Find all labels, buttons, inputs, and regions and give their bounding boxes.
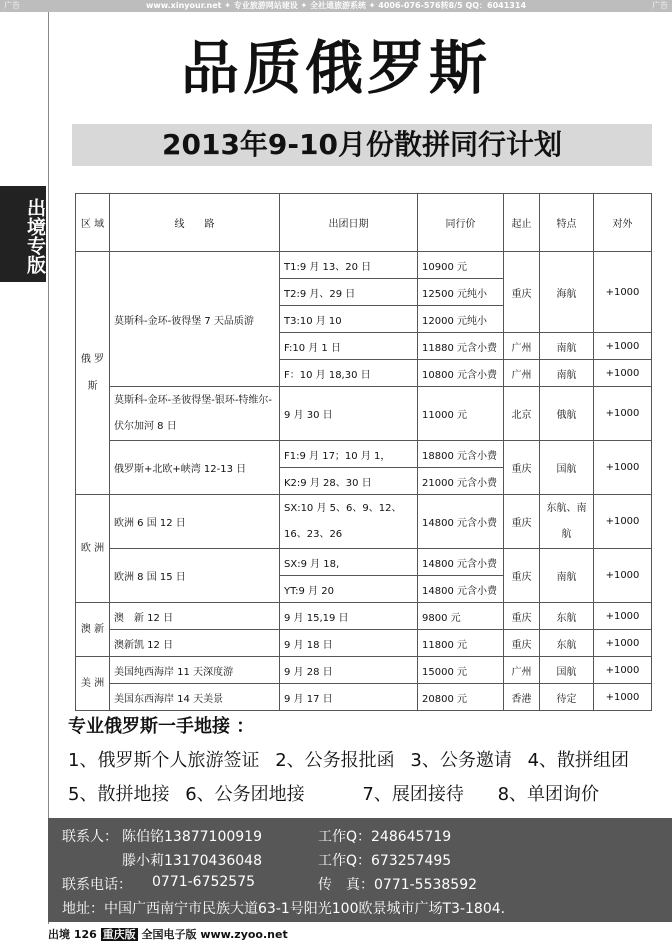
- price-cell: 12000 元纯小: [418, 306, 504, 333]
- region-cell: 美 洲: [76, 657, 110, 711]
- contact-box: [48, 818, 672, 922]
- external-price-cell: +1000: [594, 495, 652, 549]
- price-cell: 9800 元: [418, 603, 504, 630]
- price-cell: 18800 元含小费: [418, 441, 504, 468]
- region-cell: 澳 新: [76, 603, 110, 657]
- phone-number: 0771-6752575: [152, 874, 256, 890]
- feature-cell: 东航: [540, 630, 594, 657]
- table-row: [76, 252, 652, 279]
- route-cell: 莫斯科-金环-彼得堡 7 天品质游: [110, 252, 280, 387]
- service-item: 3、公务邀请: [410, 750, 512, 771]
- ad-label-left: 广告: [4, 1, 20, 10]
- price-cell: 14800 元含小费: [418, 549, 504, 576]
- service-item: 4、散拼组团: [527, 750, 630, 771]
- table-row: [76, 603, 652, 630]
- price-cell: 11800 元: [418, 630, 504, 657]
- price-cell: 20800 元: [418, 684, 504, 711]
- origin-cell: 重庆: [504, 549, 540, 603]
- service-item: 5、散拼地接: [68, 784, 170, 805]
- contact-person-2: 滕小莉13170436048: [122, 853, 262, 869]
- page-title: 品质俄罗斯: [180, 34, 491, 102]
- origin-cell: 重庆: [504, 441, 540, 495]
- tour-plan-table: [75, 193, 652, 711]
- feature-cell: 东航: [540, 603, 594, 630]
- feature-cell: 南航: [540, 333, 594, 360]
- external-price-cell: +1000: [594, 441, 652, 495]
- table-row: [76, 549, 652, 576]
- feature-cell: 东航、南航: [540, 495, 594, 549]
- header-external: 对外: [594, 194, 652, 252]
- external-price-cell: +1000: [594, 603, 652, 630]
- table-row: [76, 387, 652, 441]
- page-footer: [48, 926, 672, 943]
- price-cell: 10900 元: [418, 252, 504, 279]
- date-cell: T2:9 月、29 日: [280, 279, 418, 306]
- date-cell: SX:9 月 18,: [280, 549, 418, 576]
- table-row: [76, 441, 652, 468]
- address: 地址：中国广西南宁市民族大道63-1号阳光100欧景城市广场T3-1804.: [62, 901, 506, 917]
- header-date: 出团日期: [280, 194, 418, 252]
- route-cell: 俄罗斯+北欧+峡湾 12-13 日: [110, 441, 280, 495]
- external-price-cell: +1000: [594, 684, 652, 711]
- external-price-cell: +1000: [594, 549, 652, 603]
- services-list: [68, 744, 658, 812]
- date-cell: T3:10 月 10: [280, 306, 418, 333]
- date-cell: 9 月 17 日: [280, 684, 418, 711]
- contact-person-1: 陈伯铭13877100919: [122, 829, 262, 845]
- service-item: 1、俄罗斯个人旅游签证: [68, 750, 260, 771]
- region-cell: 欧 洲: [76, 495, 110, 603]
- origin-cell: 重庆: [504, 603, 540, 630]
- route-cell: 莫斯科-金环-圣彼得堡-银环-特维尔-伏尔加河 8 日: [110, 387, 280, 441]
- feature-cell: 国航: [540, 657, 594, 684]
- external-price-cell: +1000: [594, 360, 652, 387]
- edition-badge: 重庆版: [102, 928, 136, 941]
- feature-cell: 国航: [540, 441, 594, 495]
- external-price-cell: +1000: [594, 630, 652, 657]
- route-cell: 欧洲 6 国 12 日: [110, 495, 280, 549]
- route-cell: 澳 新 12 日: [110, 603, 280, 630]
- price-cell: 14800 元含小费: [418, 576, 504, 603]
- service-item: 6、公务团地接: [185, 784, 305, 805]
- origin-cell: 广州: [504, 657, 540, 684]
- table-row: [76, 657, 652, 684]
- date-cell: K2:9 月 28、30 日: [280, 468, 418, 495]
- price-cell: 10800 元含小费: [418, 360, 504, 387]
- origin-cell: 广州: [504, 360, 540, 387]
- page-number: 出境 126: [48, 928, 97, 941]
- phone-label: 联系电话：: [62, 877, 132, 893]
- feature-cell: 南航: [540, 360, 594, 387]
- header-region: 区 域: [76, 194, 110, 252]
- external-price-cell: +1000: [594, 252, 652, 333]
- date-cell: 9 月 28 日: [280, 657, 418, 684]
- feature-cell: 南航: [540, 549, 594, 603]
- date-cell: 9 月 18 日: [280, 630, 418, 657]
- header-route: 线 路: [110, 194, 280, 252]
- price-cell: 11000 元: [418, 387, 504, 441]
- top-ad-bar: [0, 0, 672, 12]
- price-cell: 15000 元: [418, 657, 504, 684]
- ad-label-right: 广告: [652, 1, 668, 10]
- origin-cell: 香港: [504, 684, 540, 711]
- price-cell: 11880 元含小费: [418, 333, 504, 360]
- feature-cell: 待定: [540, 684, 594, 711]
- edition-label: 全国电子版: [141, 928, 197, 941]
- feature-cell: 俄航: [540, 387, 594, 441]
- service-item: 8、单团询价: [497, 784, 600, 805]
- origin-cell: 重庆: [504, 495, 540, 549]
- date-cell: YT:9 月 20: [280, 576, 418, 603]
- route-cell: 澳新凯 12 日: [110, 630, 280, 657]
- service-item: 2、公务报批函: [275, 750, 395, 771]
- price-cell: 21000 元含小费: [418, 468, 504, 495]
- date-cell: SX:10 月 5、6、9、12、16、23、26: [280, 495, 418, 549]
- table-row: [76, 630, 652, 657]
- date-cell: 9 月 15,19 日: [280, 603, 418, 630]
- date-cell: F1:9 月 17；10 月 1，: [280, 441, 418, 468]
- header-origin: 起止: [504, 194, 540, 252]
- external-price-cell: +1000: [594, 657, 652, 684]
- work-qq-2: 工作Q：673257495: [318, 853, 452, 869]
- contact-label: 联系人：: [62, 829, 118, 845]
- page-subtitle: 2013年9-10月份散拼同行计划: [72, 124, 652, 166]
- origin-cell: 北京: [504, 387, 540, 441]
- ad-banner-text[interactable]: www.xinyour.net ✦ 专业旅游网站建设 ✦ 全社通旅游系统 ✦ 4006-076-576转8/5 QQ：6041314: [145, 1, 527, 10]
- services-heading: 专业俄罗斯一手地接 ：: [68, 716, 255, 737]
- origin-cell: 重庆: [504, 252, 540, 333]
- route-cell: 欧洲 8 国 15 日: [110, 549, 280, 603]
- price-cell: 14800 元含小费: [418, 495, 504, 549]
- service-item: 7、展团接待: [362, 784, 464, 805]
- region-cell: 俄 罗 斯: [76, 252, 110, 495]
- footer-line: [48, 926, 288, 943]
- table-row: [76, 684, 652, 711]
- section-side-tab: 出境专版: [0, 186, 46, 282]
- date-cell: T1:9 月 13、20 日: [280, 252, 418, 279]
- site-link[interactable]: www.zyoo.net: [200, 928, 288, 941]
- origin-cell: 广州: [504, 333, 540, 360]
- date-cell: F：10 月 18,30 日: [280, 360, 418, 387]
- header-price: 同行价: [418, 194, 504, 252]
- feature-cell: 海航: [540, 252, 594, 333]
- external-price-cell: +1000: [594, 387, 652, 441]
- route-cell: 美国东西海岸 14 天美景: [110, 684, 280, 711]
- table-row: [76, 495, 652, 549]
- external-price-cell: +1000: [594, 333, 652, 360]
- date-cell: F:10 月 1 日: [280, 333, 418, 360]
- fax-number: 传 真：0771-5538592: [318, 877, 478, 893]
- price-cell: 12500 元纯小: [418, 279, 504, 306]
- origin-cell: 重庆: [504, 630, 540, 657]
- header-feature: 特点: [540, 194, 594, 252]
- route-cell: 美国纯西海岸 11 天深度游: [110, 657, 280, 684]
- work-qq-1: 工作Q：248645719: [318, 829, 452, 845]
- table-header-row: [76, 194, 652, 252]
- date-cell: 9 月 30 日: [280, 387, 418, 441]
